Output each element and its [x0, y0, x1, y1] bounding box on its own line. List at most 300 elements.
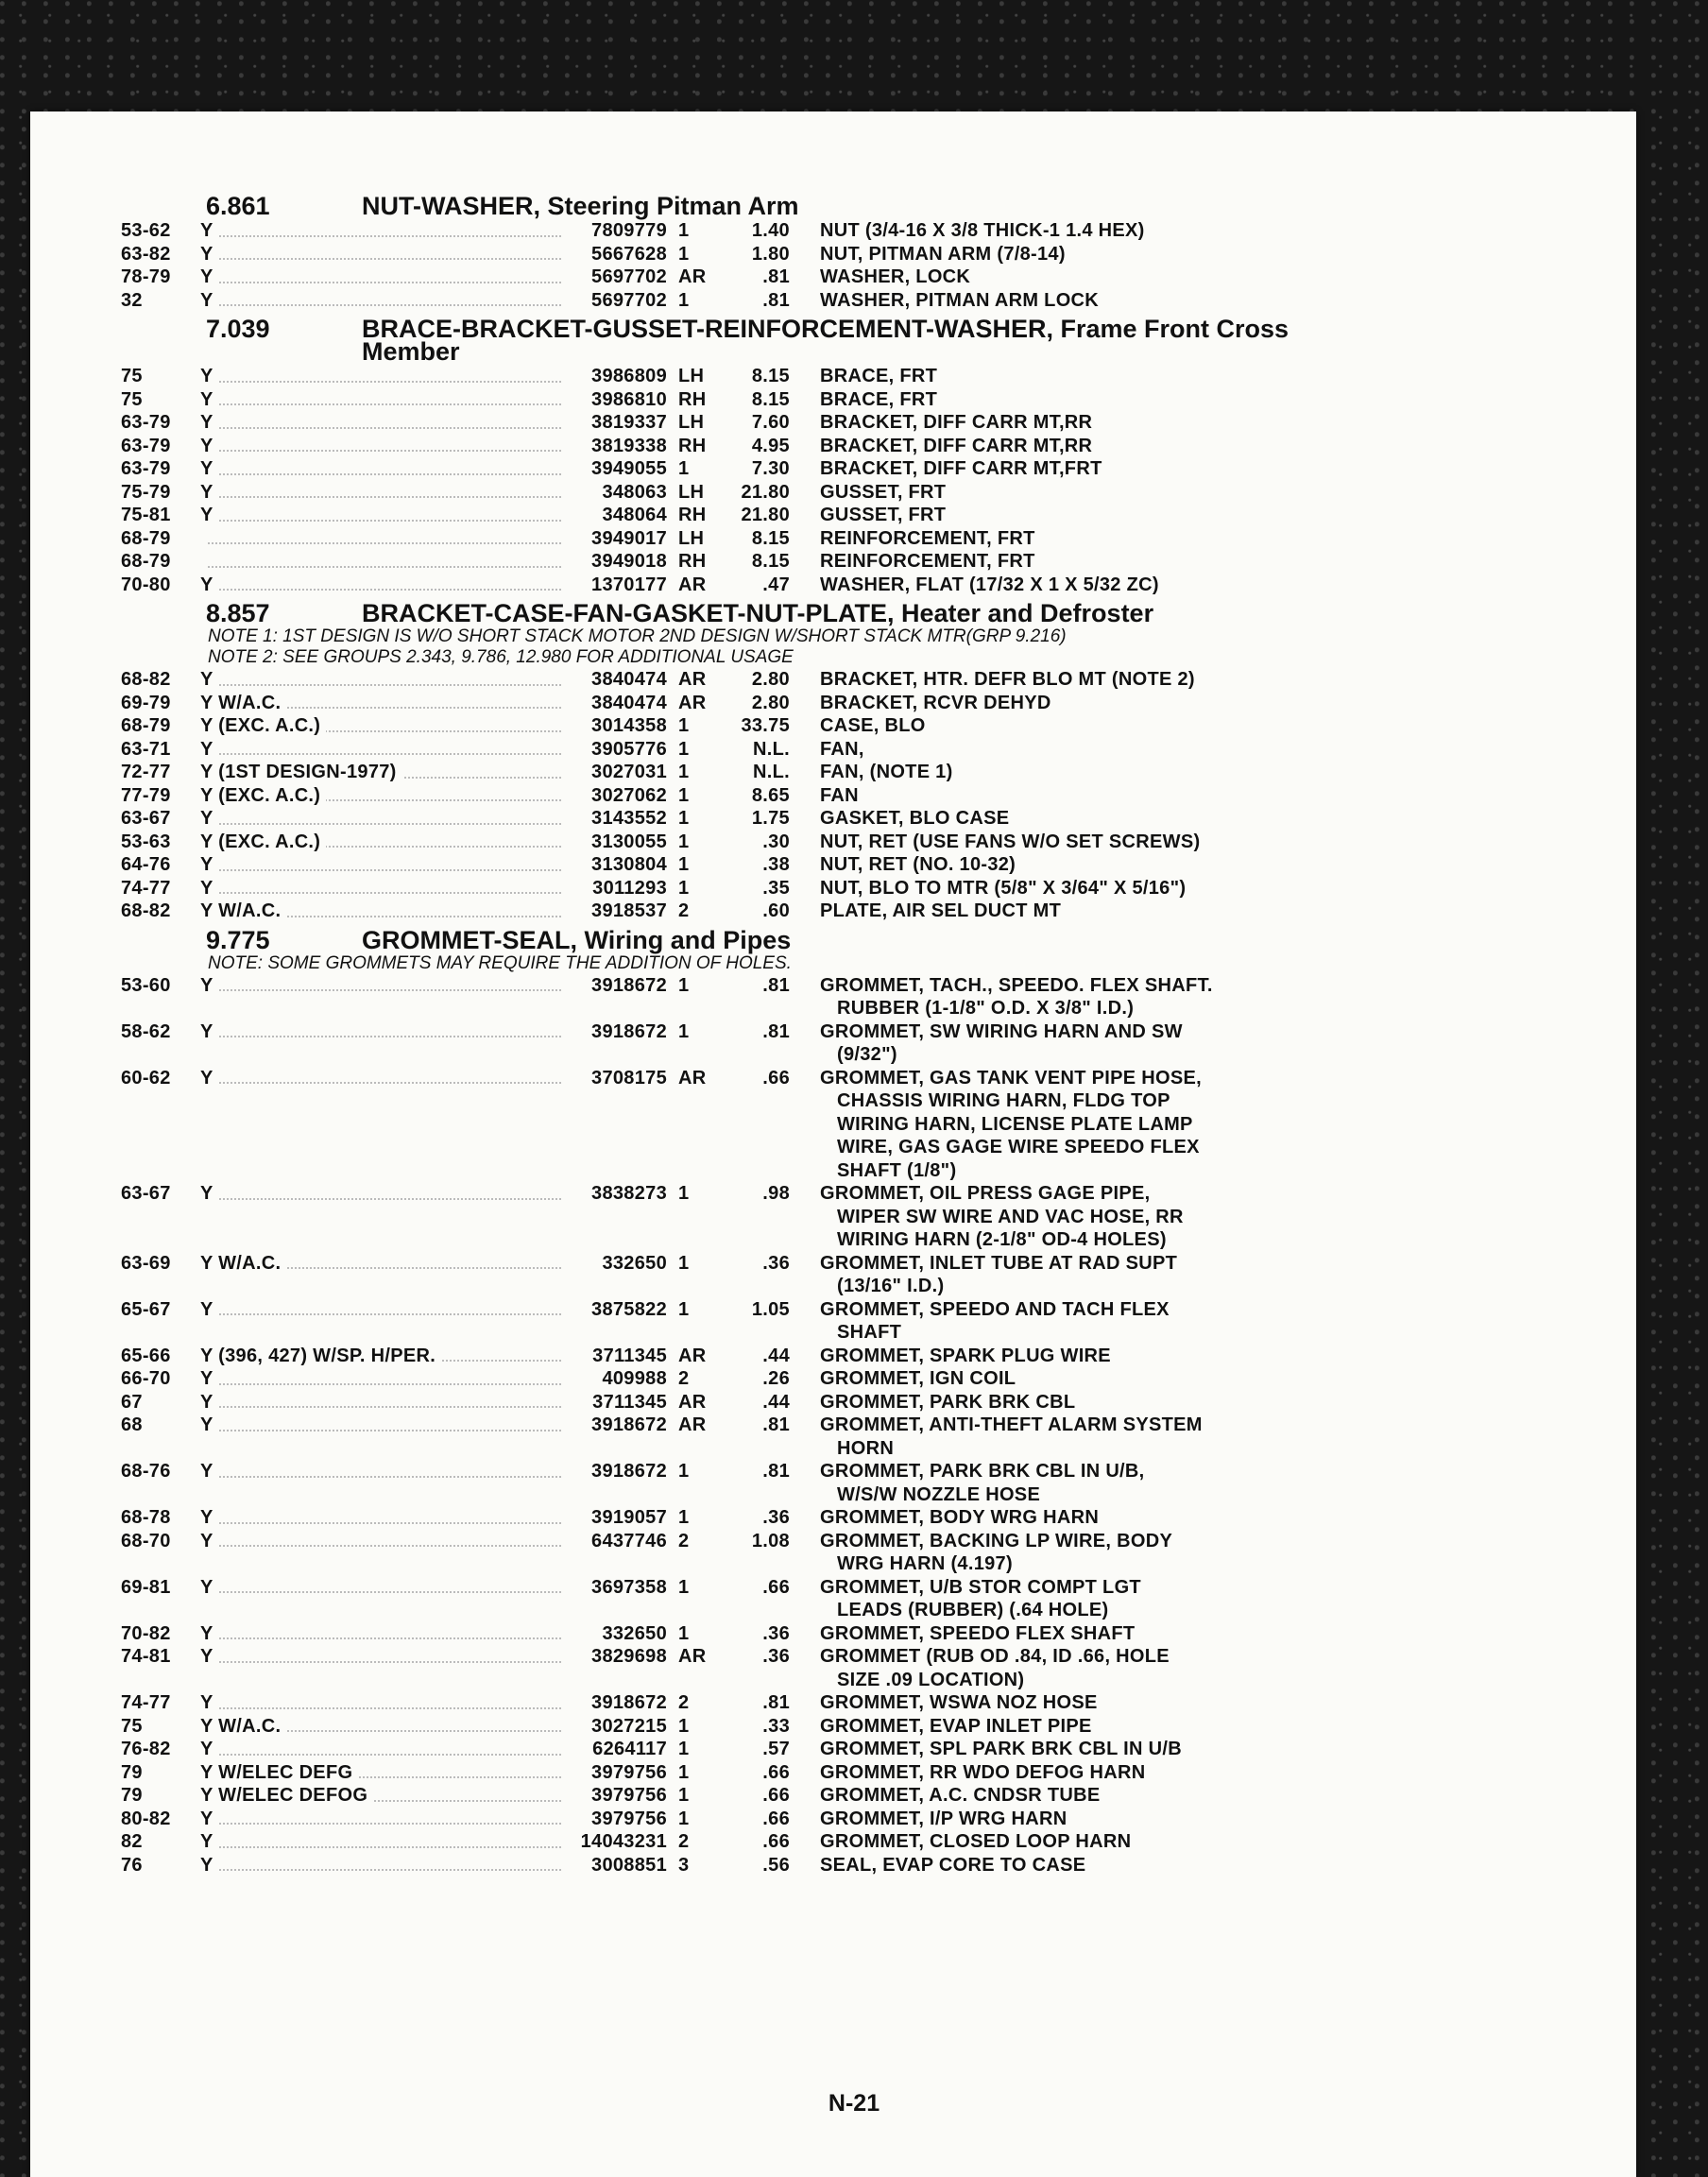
part-number: 3979756 [591, 1808, 667, 1829]
description-line: GROMMET, I/P WRG HARN [820, 1808, 1068, 1829]
price: 8.65 [751, 784, 790, 806]
description-line: GROMMET, IGN COIL [820, 1368, 1016, 1389]
description-line: RUBBER (1-1/8" O.D. X 3/8" I.D.) [837, 998, 1135, 1019]
description-line: SEAL, EVAP CORE TO CASE [820, 1854, 1086, 1876]
model-years: 63-67 [121, 1183, 171, 1204]
description-line: NUT, RET (USE FANS W/O SET SCREWS) [820, 831, 1201, 852]
model-years: 65-66 [121, 1345, 171, 1366]
quantity: 1 [678, 784, 690, 806]
price: 7.60 [751, 412, 790, 433]
description-line: WIRING HARN (2-1/8" OD-4 HOLES) [837, 1229, 1167, 1250]
description-line: BRACE, FRT [820, 388, 938, 410]
description-line: WIRE, GAS GAGE WIRE SPEEDO FLEX [837, 1137, 1200, 1157]
application [200, 1182, 569, 1206]
dot-leader [200, 989, 561, 991]
model-years: 75 [121, 366, 143, 386]
application [200, 1298, 569, 1322]
application-text: Y [200, 1808, 219, 1829]
description [790, 1391, 1292, 1414]
application [200, 388, 569, 412]
model-years: 77-79 [121, 784, 171, 806]
model-years: 63-69 [121, 1252, 171, 1274]
model-years: 68-70 [121, 1530, 171, 1551]
application [200, 761, 569, 784]
quantity: 1 [678, 220, 690, 241]
model-years: 78-79 [121, 266, 171, 287]
application [200, 1576, 569, 1600]
quantity: 1 [678, 808, 690, 829]
part-row [121, 1067, 1340, 1183]
description-line: BRACKET, DIFF CARR MT,FRT [820, 458, 1102, 479]
application [200, 266, 569, 289]
application [200, 738, 569, 762]
application [200, 527, 569, 551]
description [790, 504, 1292, 527]
application [200, 1414, 569, 1437]
application-text: Y [200, 220, 219, 241]
quantity: 1 [678, 1020, 690, 1042]
description [790, 1622, 1292, 1646]
model-years: 70-80 [121, 574, 171, 595]
application [200, 1830, 569, 1854]
description [790, 1182, 1292, 1252]
dot-leader [200, 520, 561, 522]
price: 1.80 [751, 243, 790, 265]
description-line: WRG HARN (4.197) [837, 1553, 1013, 1574]
quantity: 2 [678, 900, 690, 921]
section-header [121, 599, 1340, 627]
application-text: Y [200, 266, 219, 287]
quantity: AR [678, 266, 707, 287]
part-number: 3918672 [591, 1414, 667, 1435]
section-header [121, 192, 1340, 220]
application [200, 1691, 569, 1715]
part-row [121, 457, 1340, 481]
quantity: AR [678, 1345, 707, 1366]
quantity: 1 [678, 1576, 690, 1598]
description [790, 1298, 1292, 1345]
part-number: 3711345 [592, 1345, 667, 1366]
price: .44 [762, 1391, 790, 1413]
description-line: GROMMET, SW WIRING HARN AND SW [820, 1020, 1183, 1042]
description [790, 1784, 1292, 1808]
price: .36 [762, 1507, 790, 1528]
quantity: 3 [678, 1854, 690, 1876]
price: .81 [762, 974, 790, 996]
part-number: 6437746 [591, 1530, 667, 1551]
description-line: GROMMET, INLET TUBE AT RAD SUPT [820, 1252, 1178, 1274]
description [790, 481, 1292, 505]
dot-leader [200, 1383, 561, 1385]
dot-leader [200, 1754, 561, 1756]
quantity: LH [678, 366, 705, 386]
price: .35 [762, 877, 790, 899]
quantity: 1 [678, 1715, 690, 1737]
price: 8.15 [751, 551, 790, 572]
model-years: 60-62 [121, 1067, 171, 1088]
application [200, 289, 569, 313]
model-years: 68-79 [121, 715, 171, 736]
description-line: GROMMET, RR WDO DEFOG HARN [820, 1761, 1146, 1783]
description [790, 1808, 1292, 1831]
model-years: 63-82 [121, 243, 171, 265]
quantity: LH [678, 527, 705, 549]
part-row [121, 974, 1340, 1020]
application-text: Y [200, 1368, 219, 1389]
part-number: 3027062 [591, 784, 667, 806]
application-text: Y (EXC. A.C.) [200, 715, 326, 736]
part-number: 409988 [602, 1368, 667, 1389]
description-line: GROMMET, ANTI-THEFT ALARM SYSTEM [820, 1414, 1203, 1435]
part-row [121, 1182, 1340, 1252]
model-years: 32 [121, 289, 143, 311]
model-years: 68-76 [121, 1461, 171, 1482]
application [200, 900, 569, 923]
description-line: WIRING HARN, LICENSE PLATE LAMP [837, 1113, 1193, 1135]
part-row [121, 289, 1340, 313]
part-number: 3986810 [591, 388, 667, 410]
model-years: 75-79 [121, 481, 171, 503]
part-row [121, 481, 1340, 505]
part-number: 3838273 [591, 1183, 667, 1204]
quantity: 2 [678, 1692, 690, 1713]
part-number: 3918672 [591, 1461, 667, 1482]
application-text: Y [200, 854, 219, 875]
part-number: 5697702 [591, 266, 667, 287]
part-number: 5697702 [591, 289, 667, 311]
dot-leader [200, 1591, 561, 1593]
price: .81 [762, 1692, 790, 1713]
description-line: GUSSET, FRT [820, 481, 947, 503]
section-title: BRACKET-CASE-FAN-GASKET-NUT-PLATE, Heater and Defroster [362, 599, 1154, 627]
application-text: Y [200, 505, 219, 525]
part-row [121, 1576, 1340, 1622]
application [200, 714, 569, 738]
part-row [121, 853, 1340, 877]
description-line: GROMMET, BACKING LP WIRE, BODY [820, 1530, 1173, 1551]
part-row [121, 1414, 1340, 1460]
model-years: 82 [121, 1831, 143, 1852]
description-line: GROMMET, GAS TANK VENT PIPE HOSE, [820, 1067, 1203, 1088]
model-years: 68 [121, 1414, 143, 1435]
description [790, 1460, 1292, 1506]
application-text: Y [200, 436, 219, 456]
model-years: 69-79 [121, 692, 171, 713]
description [790, 574, 1292, 597]
part-number: 3711345 [592, 1391, 667, 1413]
application [200, 1020, 569, 1044]
description-line: GUSSET, FRT [820, 505, 947, 525]
part-number: 348063 [602, 481, 667, 503]
part-number: 3949017 [591, 527, 667, 549]
description-line: NUT (3/4-16 X 3/8 THICK-1 1.4 HEX) [820, 220, 1145, 241]
price: .66 [762, 1761, 790, 1783]
price: 2.80 [751, 692, 790, 713]
application-text: Y [200, 574, 219, 595]
application-text: Y [200, 1299, 219, 1320]
price: 21.80 [741, 505, 790, 525]
quantity: 1 [678, 1461, 690, 1482]
description-line: GROMMET, BODY WRG HARN [820, 1507, 1100, 1528]
dot-leader [200, 1522, 561, 1524]
quantity: 1 [678, 289, 690, 311]
model-years: 64-76 [121, 854, 171, 875]
application-text [200, 528, 206, 549]
section-number: 9.775 [206, 925, 270, 954]
dot-leader [200, 869, 561, 871]
application-text [200, 551, 206, 572]
application-text: Y [200, 1855, 219, 1876]
description-line: NUT, BLO TO MTR (5/8" X 3/64" X 5/16") [820, 877, 1187, 899]
description [790, 266, 1292, 289]
description-line: WASHER, FLAT (17/32 X 1 X 5/32 ZC) [820, 574, 1159, 595]
dot-leader [200, 1082, 561, 1084]
application [200, 1808, 569, 1831]
dot-leader [200, 589, 561, 591]
model-years: 53-63 [121, 831, 171, 852]
part-row [121, 761, 1340, 784]
price: N.L. [753, 762, 790, 782]
price: 8.15 [751, 366, 790, 386]
application [200, 807, 569, 831]
part-number: 3011293 [592, 877, 667, 899]
price: .26 [762, 1368, 790, 1389]
application-text: Y [200, 669, 219, 690]
description-line: (9/32") [837, 1044, 897, 1065]
description-line: GROMMET, WSWA NOZ HOSE [820, 1692, 1098, 1713]
application-text: Y [200, 1531, 219, 1551]
price: 2.80 [751, 669, 790, 690]
quantity: RH [678, 388, 707, 410]
description-line: SHAFT (1/8") [837, 1159, 957, 1181]
application [200, 1854, 569, 1877]
price: 4.95 [751, 435, 790, 456]
part-row [121, 435, 1340, 458]
description [790, 853, 1292, 877]
part-number: 3130055 [591, 831, 667, 852]
application [200, 435, 569, 458]
application [200, 1761, 569, 1785]
description [790, 550, 1292, 574]
quantity: 1 [678, 1739, 690, 1759]
model-years: 63-79 [121, 435, 171, 456]
application [200, 243, 569, 266]
application [200, 877, 569, 900]
price: 1.75 [751, 808, 790, 829]
application [200, 365, 569, 388]
application-text: Y (EXC. A.C.) [200, 831, 326, 852]
description [790, 435, 1292, 458]
description-line: (13/16" I.D.) [837, 1276, 945, 1296]
application [200, 1715, 569, 1739]
part-row [121, 1715, 1340, 1739]
application [200, 1738, 569, 1761]
page-number: N-21 [828, 2090, 880, 2117]
part-row [121, 1645, 1340, 1691]
description [790, 1715, 1292, 1739]
dot-leader [200, 1846, 561, 1848]
price: .81 [762, 1414, 790, 1435]
quantity: AR [678, 692, 707, 713]
quantity: AR [678, 1414, 707, 1435]
quantity: AR [678, 574, 707, 595]
price: .47 [762, 574, 790, 595]
description-line: GROMMET, U/B STOR COMPT LGT [820, 1576, 1141, 1598]
section-title: GROMMET-SEAL, Wiring and Pipes [362, 925, 792, 954]
quantity: AR [678, 669, 707, 690]
quantity: 2 [678, 1368, 690, 1389]
dot-leader [200, 753, 561, 755]
application [200, 1460, 569, 1483]
dot-leader [200, 1545, 561, 1547]
quantity: LH [678, 412, 705, 433]
description-line: FAN, (NOTE 1) [820, 762, 953, 782]
model-years: 65-67 [121, 1298, 171, 1320]
description-line: WASHER, LOCK [820, 266, 971, 287]
part-row [121, 504, 1340, 527]
price: .66 [762, 1785, 790, 1806]
quantity: 1 [678, 1808, 690, 1829]
application-text: Y [200, 975, 219, 996]
quantity: 1 [678, 974, 690, 996]
quantity: 2 [678, 1530, 690, 1551]
quantity: LH [678, 481, 705, 503]
price: .81 [762, 1461, 790, 1482]
part-row [121, 900, 1340, 923]
model-years: 67 [121, 1391, 143, 1413]
part-number: 3949018 [591, 551, 667, 572]
description-line: NUT, RET (NO. 10-32) [820, 854, 1016, 875]
part-row [121, 692, 1340, 715]
application-text: Y [200, 1646, 219, 1667]
description [790, 1576, 1292, 1622]
quantity: RH [678, 435, 707, 456]
description [790, 457, 1292, 481]
quantity: 1 [678, 1183, 690, 1204]
description [790, 411, 1292, 435]
quantity: 1 [678, 1785, 690, 1806]
description-line: BRACE, FRT [820, 366, 938, 386]
part-row [121, 668, 1340, 692]
part-row [121, 411, 1340, 435]
description [790, 527, 1292, 551]
quantity: 2 [678, 1831, 690, 1852]
part-number: 3130804 [591, 854, 667, 875]
application-text: Y [200, 1021, 219, 1042]
description-line: GROMMET, EVAP INLET PIPE [820, 1715, 1092, 1737]
application-text: Y W/ELEC DEFOG [200, 1785, 373, 1806]
model-years: 79 [121, 1761, 143, 1783]
part-row [121, 266, 1340, 289]
part-row [121, 738, 1340, 762]
part-number: 6264117 [592, 1739, 667, 1759]
price: .66 [762, 1576, 790, 1598]
application-text: Y [200, 739, 219, 760]
application-text: Y [200, 458, 219, 479]
part-row [121, 388, 1340, 412]
part-row [121, 550, 1340, 574]
dot-leader [200, 1869, 561, 1871]
description [790, 1738, 1292, 1761]
price: .36 [762, 1646, 790, 1667]
description [790, 831, 1292, 854]
application [200, 1622, 569, 1646]
description [790, 289, 1292, 313]
application-text: Y [200, 1183, 219, 1204]
part-number: 3027215 [591, 1715, 667, 1737]
quantity: 1 [678, 243, 690, 265]
part-row [121, 1460, 1340, 1506]
dot-leader [200, 542, 561, 544]
model-years: 68-78 [121, 1507, 171, 1528]
description-line: GROMMET (RUB OD .84, ID .66, HOLE [820, 1646, 1170, 1667]
price: .33 [762, 1715, 790, 1737]
description [790, 974, 1292, 1020]
model-years: 80-82 [121, 1808, 171, 1829]
description [790, 1067, 1292, 1183]
application [200, 1645, 569, 1669]
application-text: Y [200, 1739, 219, 1759]
description-line: BRACKET, RCVR DEHYD [820, 692, 1051, 713]
part-number: 7809779 [591, 220, 667, 241]
dot-leader [200, 1406, 561, 1408]
description [790, 1367, 1292, 1391]
description [790, 1691, 1292, 1715]
dot-leader [200, 427, 561, 429]
application [200, 692, 569, 715]
catalog-section [121, 317, 1340, 596]
catalog-section [121, 192, 1340, 312]
dot-leader [200, 304, 561, 306]
description-line: W/S/W NOZZLE HOSE [837, 1483, 1041, 1505]
model-years: 53-60 [121, 974, 171, 996]
model-years: 75-81 [121, 505, 171, 525]
description [790, 738, 1292, 762]
quantity: 1 [678, 1622, 690, 1644]
application [200, 481, 569, 505]
quantity: 1 [678, 1252, 690, 1274]
quantity: 1 [678, 738, 690, 760]
application [200, 1784, 569, 1808]
part-number: 3027031 [591, 762, 667, 782]
part-number: 332650 [602, 1252, 667, 1274]
dot-leader [200, 1036, 561, 1037]
description-line: GROMMET, OIL PRESS GAGE PIPE, [820, 1183, 1151, 1204]
application [200, 1506, 569, 1530]
application [200, 574, 569, 597]
application-text: Y [200, 1414, 219, 1435]
section-number: 6.861 [206, 192, 270, 220]
part-row [121, 1830, 1340, 1854]
description [790, 1506, 1292, 1530]
dot-leader [200, 235, 561, 237]
part-row [121, 527, 1340, 551]
part-number: 3979756 [591, 1761, 667, 1783]
part-row [121, 219, 1340, 243]
description-line: WASHER, PITMAN ARM LOCK [820, 289, 1100, 311]
part-row [121, 877, 1340, 900]
description-line: FAN [820, 784, 859, 806]
description [790, 1252, 1292, 1298]
section-number: 7.039 [206, 315, 270, 343]
description-line: GROMMET, SPL PARK BRK CBL IN U/B [820, 1739, 1182, 1759]
application-text: Y [200, 412, 219, 433]
description-line: PLATE, AIR SEL DUCT MT [820, 900, 1062, 921]
price: .38 [762, 854, 790, 875]
application-text: Y [200, 1623, 219, 1644]
description [790, 877, 1292, 900]
section-note: NOTE: SOME GROMMETS MAY REQUIRE THE ADDITION OF HOLES. [208, 952, 792, 973]
